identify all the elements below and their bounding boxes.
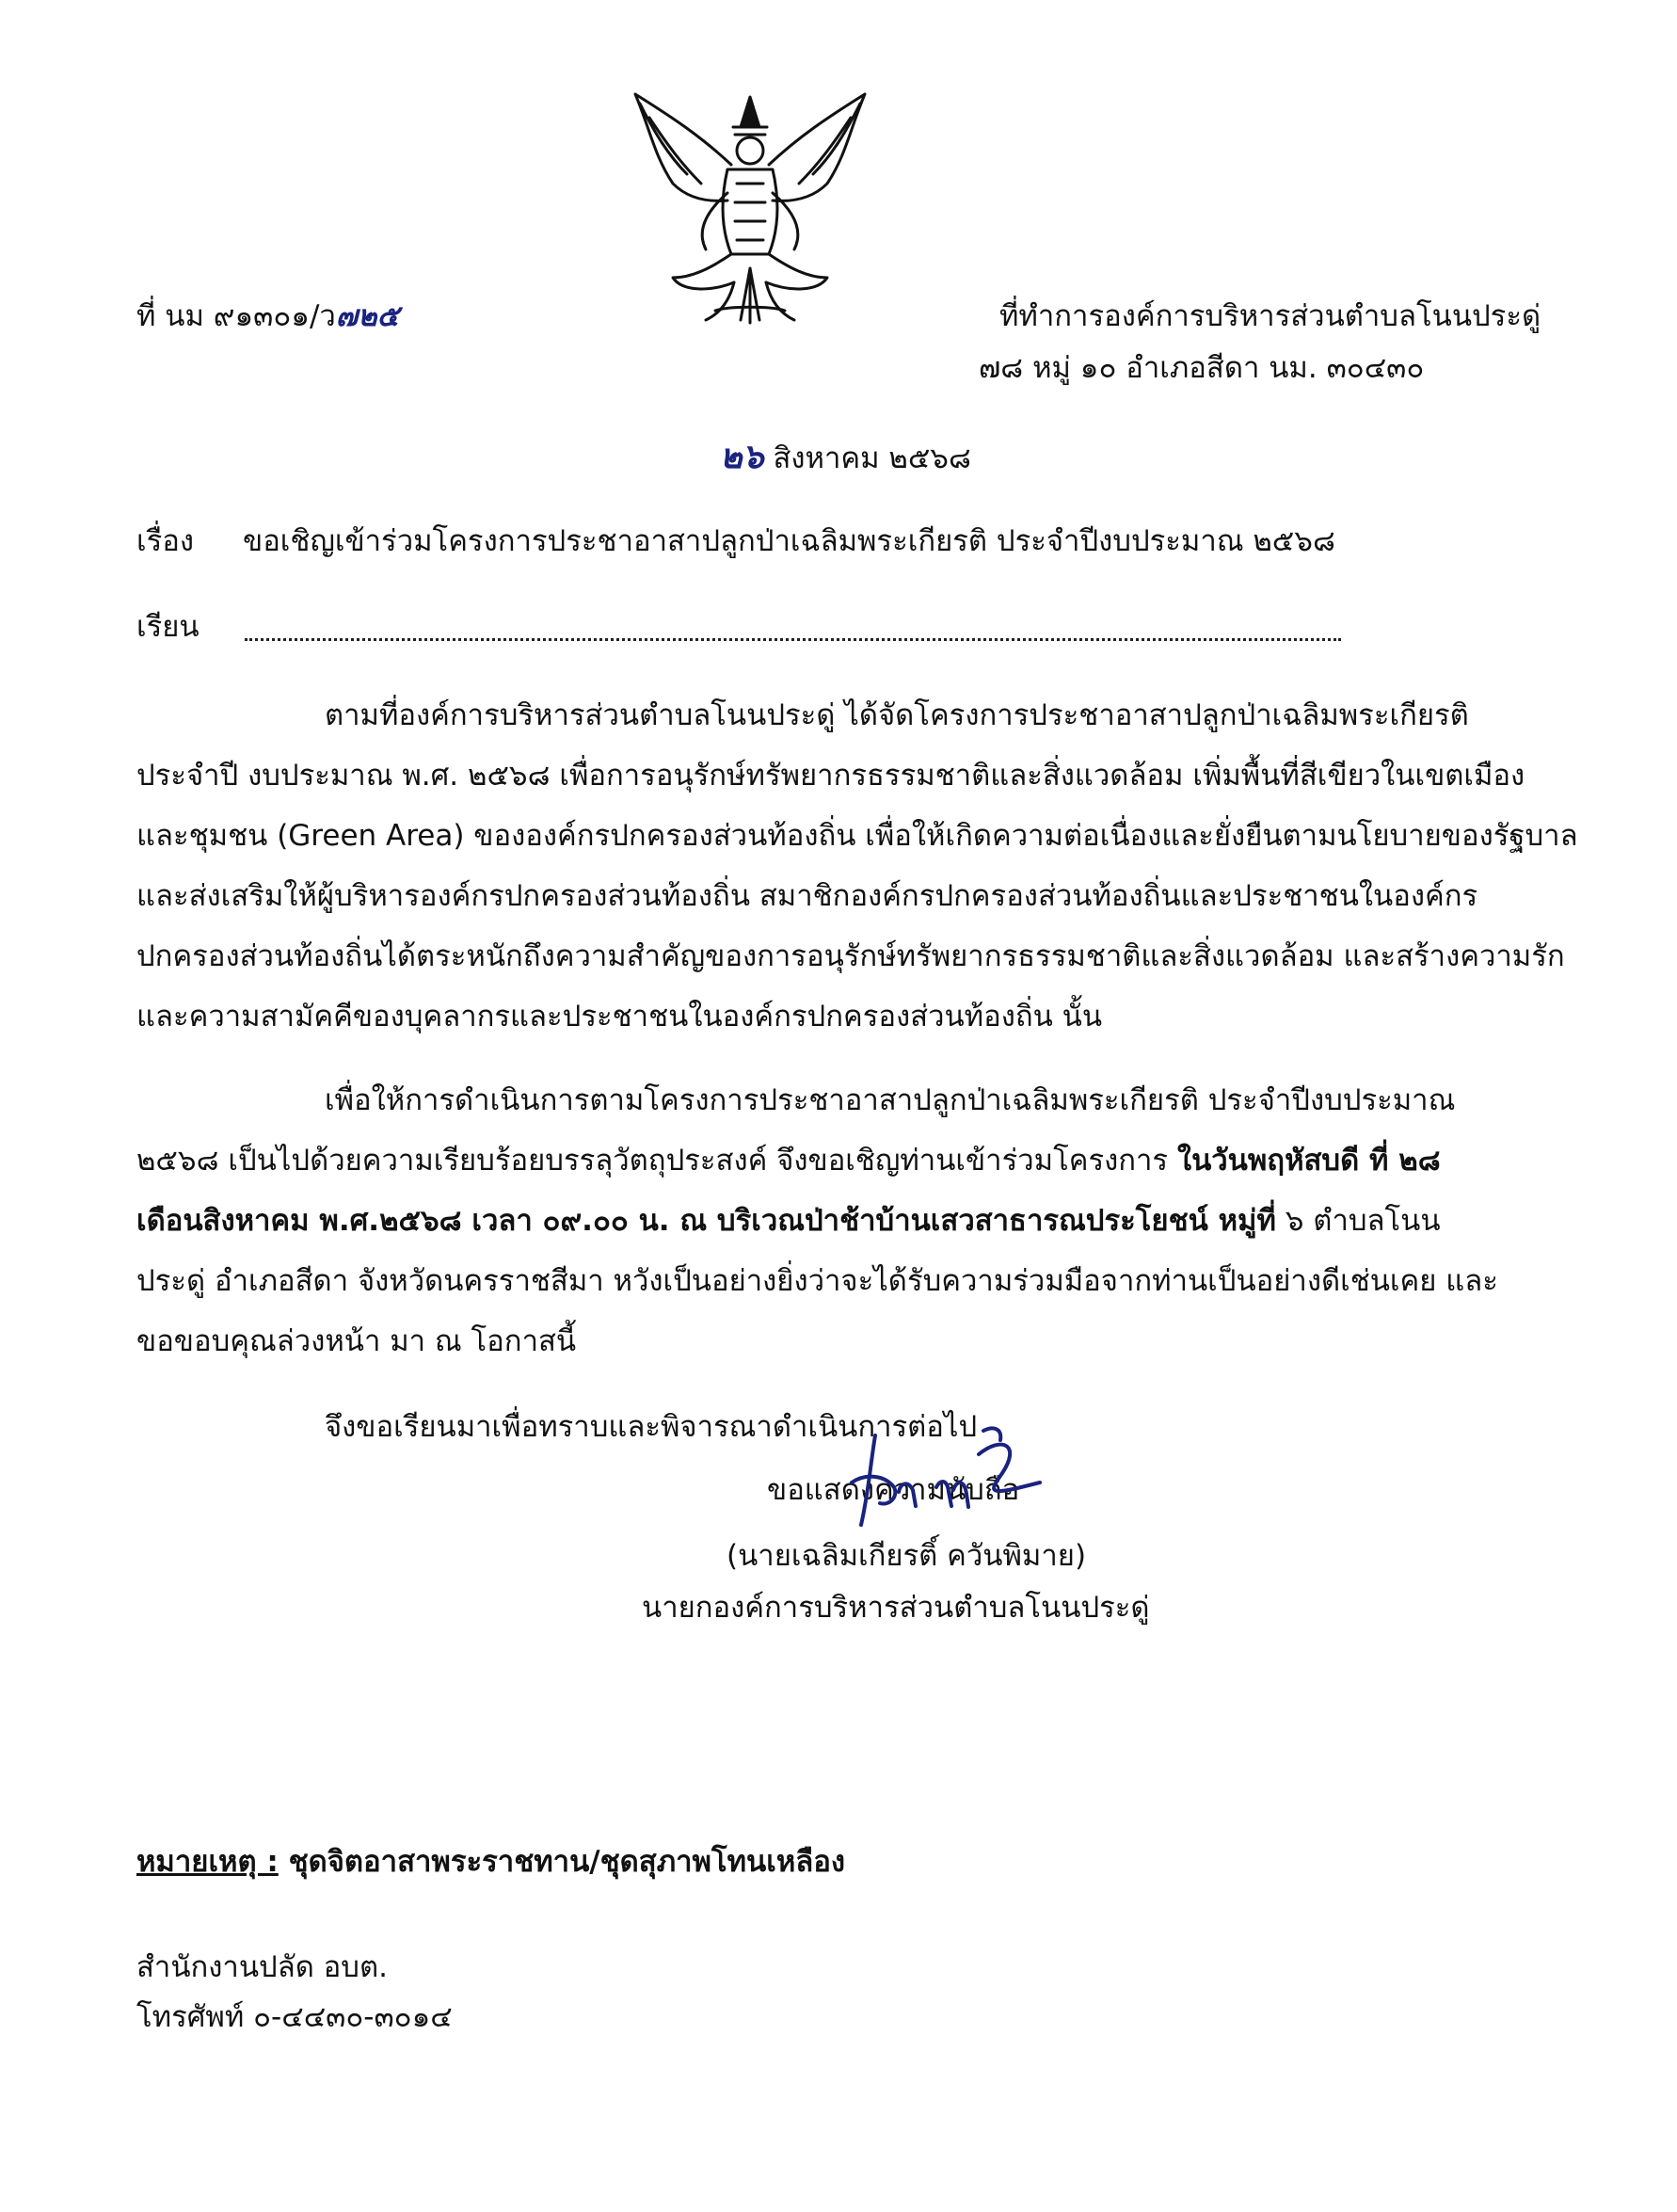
office-address: ๗๘ หมู่ ๑๐ อำเภอสีดา นม. ๓๐๔๓๐ bbox=[979, 351, 1425, 385]
closing-text: จึงขอเรียนมาเพื่อทราบและพิจารณาดำเนินการต่อไป bbox=[325, 1410, 978, 1444]
signature-salutation: ขอแสดงความนับถือ bbox=[767, 1473, 1020, 1507]
date-day-handwritten: ๒๖ bbox=[720, 438, 764, 476]
subject-label: เรื่อง bbox=[136, 524, 195, 558]
garuda-emblem-icon bbox=[616, 89, 885, 325]
paragraph1-line: และความสามัคคีของบุคลากรและประชาชนในองค์กรปกครองส่วนท้องถิ่น นั้น bbox=[136, 1000, 1103, 1034]
paragraph1-line: และชุมชน (Green Area) ขององค์กรปกครองส่วนท้องถิ่น เพื่อให้เกิดความต่อเนื่องและยั่งยืนตามนโยบายของรัฐบาล bbox=[136, 819, 1578, 853]
footer-phone: โทรศัพท์ ๐-๔๔๓๐-๓๐๑๔ bbox=[136, 2000, 453, 2034]
paragraph1-line: และส่งเสริมให้ผู้บริหารองค์กรปกครองส่วนท้องถิ่น สมาชิกองค์กรปกครองส่วนท้องถิ่นและประชาชนในองค์กร bbox=[136, 879, 1478, 913]
footer-office: สำนักงานปลัด อบต. bbox=[136, 1950, 388, 1984]
office-name: ที่ทำการองค์การบริหารส่วนตำบลโนนประดู่ bbox=[999, 299, 1541, 333]
paragraph1-line: ประจำปี งบประมาณ พ.ศ. ๒๕๖๘ เพื่อการอนุรักษ์ทรัพยากรธรรมชาติและสิ่งแวดล้อม เพิ่มพื้นที่สีเขียวในเขตเมือง bbox=[136, 759, 1525, 793]
paragraph2-line bbox=[136, 1204, 1501, 1239]
paragraph2-bold-text: เดือนสิงหาคม พ.ศ.๒๕๖๘ เวลา ๐๙.๐๐ น. ณ บริเวณป่าช้าบ้านเสวสาธารณประโยชน์ หมู่ที่ bbox=[136, 1204, 1276, 1238]
handwritten-signature bbox=[842, 1417, 1045, 1530]
paragraph2-text: ๖ ตำบลโนน bbox=[1275, 1204, 1441, 1238]
note bbox=[136, 1845, 845, 1880]
date-month-year: สิงหาคม ๒๕๖๘ bbox=[773, 441, 971, 475]
document-number bbox=[136, 299, 399, 334]
paragraph2-text: ๒๕๖๘ เป็นไปด้วยความเรียบร้อยบรรลุวัตถุประสงค์ จึงขอเชิญท่านเข้าร่วมโครงการ bbox=[136, 1144, 1177, 1178]
paragraph1-line: ตามที่องค์การบริหารส่วนตำบลโนนประดู่ ได้จัดโครงการประชาอาสาปลูกป่าเฉลิมพระเกียรติ bbox=[325, 698, 1469, 732]
paragraph2-bold-text: ในวันพฤหัสบดี ที่ ๒๘ bbox=[1176, 1144, 1441, 1178]
paragraph1-line: ปกครองส่วนท้องถิ่นได้ตระหนักถึงความสำคัญของการอนุรักษ์ทรัพยากรธรรมชาติและสิ่งแวดล้อม และสร้างความรัก bbox=[136, 939, 1565, 973]
document-number-handwritten: ๗๒๕ bbox=[335, 299, 400, 333]
recipient-dotted-line bbox=[245, 638, 1341, 641]
note-text: ชุดจิตอาสาพระราชทาน/ชุดสุภาพโทนเหลือง bbox=[278, 1845, 846, 1879]
signatory-position: นายกองค์การบริหารส่วนตำบลโนนประดู่ bbox=[642, 1591, 1150, 1625]
paragraph2-line: ประดู่ อำเภอสีดา จังหวัดนครราชสีมา หวังเป็นอย่างยิ่งว่าจะได้รับความร่วมมือจากท่านเป็นอย่างดีเช่นเคย และ bbox=[136, 1264, 1498, 1298]
letter-date bbox=[720, 437, 971, 477]
document-number-label: ที่ นม ๙๑๓๐๑/ว bbox=[136, 299, 336, 333]
paragraph2-line: ขอขอบคุณล่วงหน้า มา ณ โอกาสนี้ bbox=[136, 1324, 577, 1358]
paragraph2-line bbox=[136, 1144, 1501, 1178]
paragraph2-line: เพื่อให้การดำเนินการตามโครงการประชาอาสาปลูกป่าเฉลิมพระเกียรติ ประจำปีงบประมาณ bbox=[325, 1083, 1456, 1117]
signatory-name: (นายเฉลิมเกียรติ์ ควันพิมาย) bbox=[727, 1539, 1087, 1573]
recipient-label: เรียน bbox=[136, 610, 200, 644]
note-label: หมายเหตุ : bbox=[136, 1845, 279, 1879]
subject-text: ขอเชิญเข้าร่วมโครงการประชาอาสาปลูกป่าเฉลิมพระเกียรติ ประจำปีงบประมาณ ๒๕๖๘ bbox=[243, 524, 1335, 558]
